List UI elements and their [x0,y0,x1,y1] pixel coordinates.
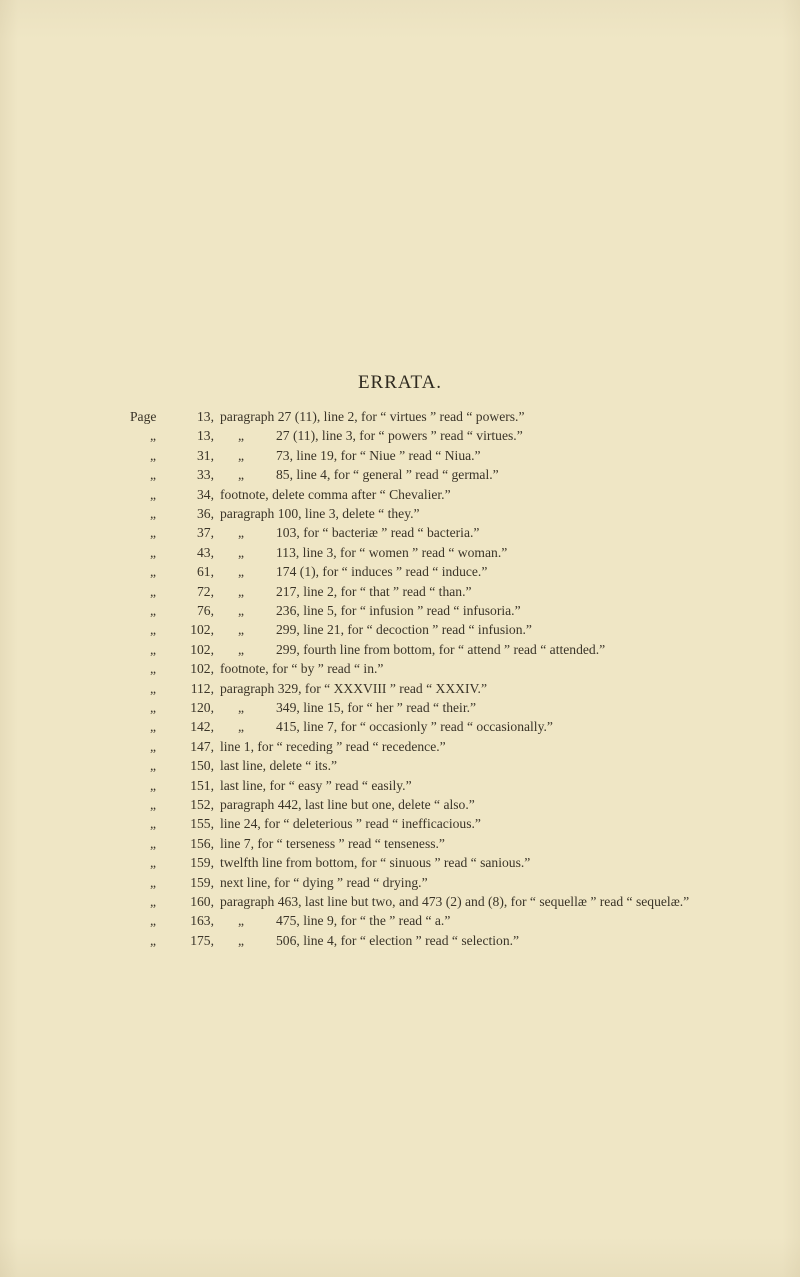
errata-entry [0,834,800,853]
entry-correction-text: paragraph 463, last line but two, and 473 (2) and (8), for “ sequellæ ” read “ sequelæ.” [220,894,690,909]
entry-correction-text: 415, line 7, for “ occasionly ” read “ occasionally.” [276,719,553,735]
entry-ditto-mark: „ [238,932,245,948]
entry-page-number: 150, [190,758,214,774]
entry-page-number: 142, [190,719,214,735]
entry-ditto-mark: „ [238,525,245,541]
entry-correction-text: line 1, for “ receding ” read “ recedence.” [220,738,446,754]
errata-entry [0,465,800,484]
errata-entry [0,562,800,581]
entry-prefix: „ [150,874,157,890]
entry-page-number: 151, [190,777,214,793]
entry-correction-text: footnote, delete comma after “ Chevalier.” [220,486,451,502]
errata-entry [0,795,800,814]
entry-correction-text: 236, line 5, for “ infusion ” read “ infusoria.” [276,603,521,618]
entry-page-number: 102, [190,622,214,638]
entry-correction-text: paragraph 100, line 3, delete “ they.” [220,506,420,521]
entry-ditto-mark: „ [238,544,245,560]
entry-correction-text: twelfth line from bottom, for “ sinuous ” read “ sanious.” [220,855,531,871]
entry-page-number: 120, [190,700,214,715]
entry-correction-text: 103, for “ bacteriæ ” read “ bacteria.” [276,525,480,541]
entry-correction-text: line 7, for “ terseness ” read “ tenseness.” [220,835,445,851]
entry-prefix: „ [150,894,157,909]
entry-prefix: „ [150,661,157,677]
entry-page-number: 36, [197,506,214,521]
errata-entry [0,485,800,504]
entry-page-number: 159, [190,855,214,871]
entry-page-number: 175, [190,932,214,948]
entry-ditto-mark: „ [238,583,245,599]
entry-prefix: „ [150,641,157,657]
entry-page-number: 102, [190,661,214,677]
errata-entry [0,659,800,678]
entry-page-number: 152, [190,797,214,812]
entry-prefix: „ [150,506,157,521]
entry-prefix: „ [150,738,157,754]
entry-prefix: „ [150,719,157,735]
errata-entry [0,407,800,426]
entry-prefix: „ [150,622,157,638]
entry-correction-text: paragraph 27 (11), line 2, for “ virtues ” read “ powers.” [220,409,525,424]
entry-prefix: „ [150,680,157,696]
entry-page-number: 163, [190,913,214,929]
entry-page-number: 13, [197,428,214,444]
entry-ditto-mark: „ [238,603,245,618]
errata-entry [0,776,800,795]
errata-entry [0,446,800,465]
entry-page-number: 61, [197,564,214,580]
entry-ditto-mark: „ [238,467,245,483]
entry-page-number: 102, [190,641,214,657]
entry-correction-text: paragraph 442, last line but one, delete “ also.” [220,797,475,812]
errata-entry [0,756,800,775]
errata-entry [0,504,800,523]
entry-correction-text: 73, line 19, for “ Niue ” read “ Niua.” [276,447,481,463]
page-title: ERRATA. [357,372,443,393]
entry-prefix: „ [150,913,157,929]
entry-correction-text: 113, line 3, for “ women ” read “ woman.” [276,544,508,560]
errata-entry [0,543,800,562]
entry-page-number: 159, [190,874,214,890]
entry-prefix: „ [150,797,157,812]
errata-entry [0,911,800,930]
entry-page-number: 160, [190,894,214,909]
errata-entry [0,426,800,445]
entry-prefix: „ [150,486,157,502]
entry-page-number: 31, [197,447,214,463]
entry-prefix: „ [150,855,157,871]
errata-entry [0,523,800,542]
entry-page-number: 34, [197,486,214,502]
errata-entry [0,814,800,833]
errata-entry [0,582,800,601]
entry-prefix: „ [150,816,157,832]
entry-correction-text: last line, for “ easy ” read “ easily.” [220,777,412,793]
entry-prefix: „ [150,932,157,948]
entry-correction-text: 475, line 9, for “ the ” read “ a.” [276,913,451,929]
entry-correction-text: 174 (1), for “ induces ” read “ induce.” [276,564,488,580]
entry-correction-text: next line, for “ dying ” read “ drying.” [220,874,428,890]
errata-entry [0,679,800,698]
errata-entry [0,892,800,911]
entry-page-number: 156, [190,835,214,851]
entry-prefix: „ [150,700,157,715]
entry-ditto-mark: „ [238,719,245,735]
entry-prefix: „ [150,428,157,444]
errata-entry [0,931,800,950]
errata-entry [0,601,800,620]
entry-page-number: 43, [197,544,214,560]
entry-correction-text: last line, delete “ its.” [220,758,338,774]
entry-correction-text: 299, fourth line from bottom, for “ attend ” read “ attended.” [276,641,606,657]
entry-prefix: „ [150,758,157,774]
entry-page-number: 33, [197,467,214,483]
entry-correction-text: line 24, for “ deleterious ” read “ inefficacious.” [220,816,481,832]
entry-prefix: „ [150,447,157,463]
entry-prefix: „ [150,603,157,618]
entry-page-number: 37, [197,525,214,541]
entry-prefix: „ [150,544,157,560]
entry-ditto-mark: „ [238,700,245,715]
entry-correction-text: footnote, for “ by ” read “ in.” [220,661,384,677]
entry-correction-text: 85, line 4, for “ general ” read “ germal.” [276,467,499,483]
entry-page-number: 112, [190,680,214,696]
errata-entry [0,737,800,756]
errata-entry [0,717,800,736]
entry-correction-text: paragraph 329, for “ XXXVIII ” read “ XXXIV.” [220,680,487,696]
entry-page-number: 76, [197,603,214,618]
entry-ditto-mark: „ [238,447,245,463]
entry-page-number: 155, [190,816,214,832]
entry-prefix: „ [150,583,157,599]
entry-ditto-mark: „ [238,428,245,444]
entry-ditto-mark: „ [238,564,245,580]
errata-entry [0,698,800,717]
entry-correction-text: 506, line 4, for “ election ” read “ selection.” [276,932,520,948]
errata-entry [0,873,800,892]
entry-correction-text: 349, line 15, for “ her ” read “ their.” [276,700,477,715]
entry-correction-text: 299, line 21, for “ decoction ” read “ infusion.” [276,622,532,638]
entry-prefix: „ [150,525,157,541]
entry-prefix: „ [150,777,157,793]
entry-page-number: 147, [190,738,214,754]
errata-entry [0,640,800,659]
entry-correction-text: 217, line 2, for “ that ” read “ than.” [276,583,472,599]
entry-prefix: Page [130,409,157,424]
errata-entry [0,620,800,639]
entry-prefix: „ [150,467,157,483]
errata-entry [0,853,800,872]
entry-page-number: 72, [197,583,214,599]
entry-ditto-mark: „ [238,622,245,638]
entry-ditto-mark: „ [238,641,245,657]
entry-correction-text: 27 (11), line 3, for “ powers ” read “ virtues.” [276,428,523,444]
entry-ditto-mark: „ [238,913,245,929]
entry-prefix: „ [150,835,157,851]
entry-page-number: 13, [197,409,214,424]
entry-prefix: „ [150,564,157,580]
